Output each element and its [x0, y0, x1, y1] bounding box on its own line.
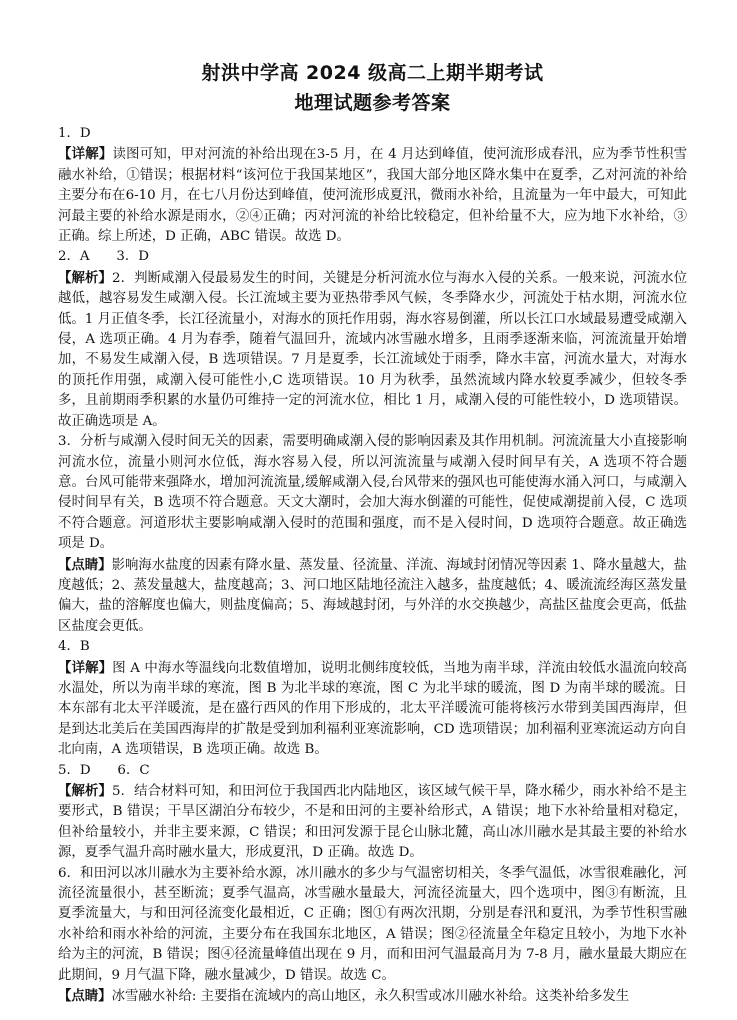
answer-key-line: 1．D: [58, 126, 91, 141]
section-tag: 【点睛】: [58, 988, 112, 1005]
section-tag: 【解析】: [58, 269, 112, 286]
paragraph-text: 影响海水盐度的因素有降水量、蒸发量、径流量、洋流、海域封闭情况等因素 1、降水量越大，盐度越低；2、蒸发量越大，盐度越高；3、河口地区陆地径流注入越多，盐度越低；4、暖流流经海区蒸发量偏大，盐的溶解度也偏大，则盐度偏高；5、海域越封闭，与外洋的水交换越少，高盐区盐度会更高，低盐区盐度会更低。: [58, 557, 688, 634]
answer-key-line: 2．A 3．D: [58, 249, 150, 265]
explanation-paragraph: [58, 432, 687, 554]
explanation-paragraph: [58, 268, 687, 432]
paragraph-text: 2．判断咸潮入侵最易发生的时间，关键是分析河流水位与海水入侵的关系。一般来说，河流水位越低，越容易发生咸潮入侵。长江流域主要为亚热带季风气候，冬季降水少，河流处于枯水期，河流水位低。1 月正值冬季，长江径流量小，对海水的顶托作用弱，海水容易倒灌，所以长江口水域最易遭受咸潮入侵，A 选项正确。4 月为春季，随着气温回升，流域内冰雪融水增多，且雨季逐渐来临，河流流量开始增加，不易发生咸潮入侵，B 选项错误。7 月是夏季，长江流域处于雨季，降水丰富，河流水量大，对海水的顶托作用强，咸潮入侵可能性小,C 选项错误。10 月为秋季，虽然流域内降水较夏季减少，但较冬季多，且前期雨季积累的水量仍可维持一定的河流水位，相比 1 月，咸潮入侵的可能性较小，D 选项错误。故正确选项是 A。: [58, 270, 687, 429]
document-body: [58, 124, 687, 1007]
document-title: 射洪中学高 2024 级高二上期半期考试: [201, 62, 544, 84]
paragraph-text: 冰雪融水补给: 主要指在流域内的高山地区，永久积雪或冰川融水补给。这类补给多发生: [111, 989, 630, 1005]
paragraph-text: 5．结合材料可知，和田河位于我国西北内陆地区，该区域气候干旱，降水稀少，雨水补给不是主要形式，B 错误；干旱区湖泊分布较少，不是和田河的主要补给形式，A 错误；地下水补给量相对稳定，但补给量较小，并非主要来源，C 错误；和田河发源于昆仑山脉北麓，高山冰川融水是其最主要的补给水源，夏季气温升高时融水量大，形成夏汛，D 正确。故选 D。: [58, 784, 687, 861]
section-tag: 【详解】: [58, 659, 113, 676]
paragraph-text: 3．分析与咸潮入侵时间无关的因素，需要明确咸潮入侵的影响因素及其作用机制。河流流量大小直接影响河流水位，流量小则河水位低，海水容易入侵，所以河流流量与咸潮入侵时间早有关，A 选项不符合题意。台风可能带来强降水，增加河流流量,缓解咸潮入侵,台风带来的强风也可能使海水涌入河口，与咸潮入侵时间早有关，B 选项不符合题意。天文大潮时，会加大海水倒灌的可能性，促使咸潮提前入侵，C 选项不符合题意。河道形状主要影响咸潮入侵时的范围和强度，而不是入侵时间，D 选项符合题意。故正确选项是 D。: [58, 434, 687, 552]
document-subtitle: 地理试题参考答案: [294, 92, 451, 114]
paragraph-text: 读图可知，甲对河流的补给出现在3-5 月，在 4 月达到峰值，使河流形成春汛，应为季节性积雪融水补给，①错误；根据材料“该河位于我国某地区”，我国大部分地区降水集中在夏季，乙对河流的补给主要分布在6-10 月，在七八月份达到峰值，使河流形成夏汛，微雨水补给，且流量为一年中最大，可知此河最主要的补给水源是雨水，②④正确；丙对河流的补给比较稳定，但补给量不大，应为地下水补给，③正确。综上所述，D 正确，ABC 错误。故选 D。: [58, 147, 687, 245]
explanation-paragraph: [58, 781, 687, 864]
explanation-paragraph: [58, 555, 687, 638]
explanation-paragraph: [58, 986, 687, 1007]
section-tag: 【点睛】: [58, 556, 112, 573]
paragraph-text: 图 A 中海水等温线向北数值增加，说明北侧纬度较低，当地为南半球，洋流由较低水温流向较高水温处，所以为南半球的寒流，图 B 为北半球的寒流，图 C 为北半球的暖流，图 D 为南半球的暖流。日本东部有北太平洋暖流，是在盛行西风的作用下形成的，北太平洋暖流可能将核污水带到美国西海岸，但是到达北美后在美国西海岸的扩散是受到加利福利亚寒流影响，CD 选项错误；加利福利亚寒流运动方向自北向南，A 选项错误，B 选项正确。故选 B。: [58, 660, 687, 758]
answer-key-line: 4．B: [58, 639, 90, 655]
answer-key-line: 5．D 6．C: [58, 762, 150, 778]
explanation-paragraph: [58, 658, 687, 761]
section-tag: 【解析】: [58, 783, 112, 799]
section-tag: 【详解】: [58, 146, 113, 163]
explanation-paragraph: [58, 144, 687, 247]
paragraph-text: 6．和田河以冰川融水为主要补给水源，冰川融水的多少与气温密切相关，冬季气温低，冰雪很难融化，河流径流量很小，甚至断流；夏季气温高，冰雪融水量最大，河流径流量大，四个选项中，图③有断流，且夏季流量大，与和田河径流变化最相近，C 正确；图①有两次汛期，分别是春汛和夏汛，为季节性积雪融水补给和雨水补给的河流，主要分布在我国东北地区，A 错误；图②径流量全年稳定且较小，为地下水补给为主的河流，B 错误；图④径流量峰值出现在 9 月，而和田河气温最高月为 7-8 月，融水量最大期应在此期间，9 月气温下降，融水量减少，D 错误。故选 C。: [58, 865, 687, 983]
explanation-paragraph: [58, 864, 687, 986]
